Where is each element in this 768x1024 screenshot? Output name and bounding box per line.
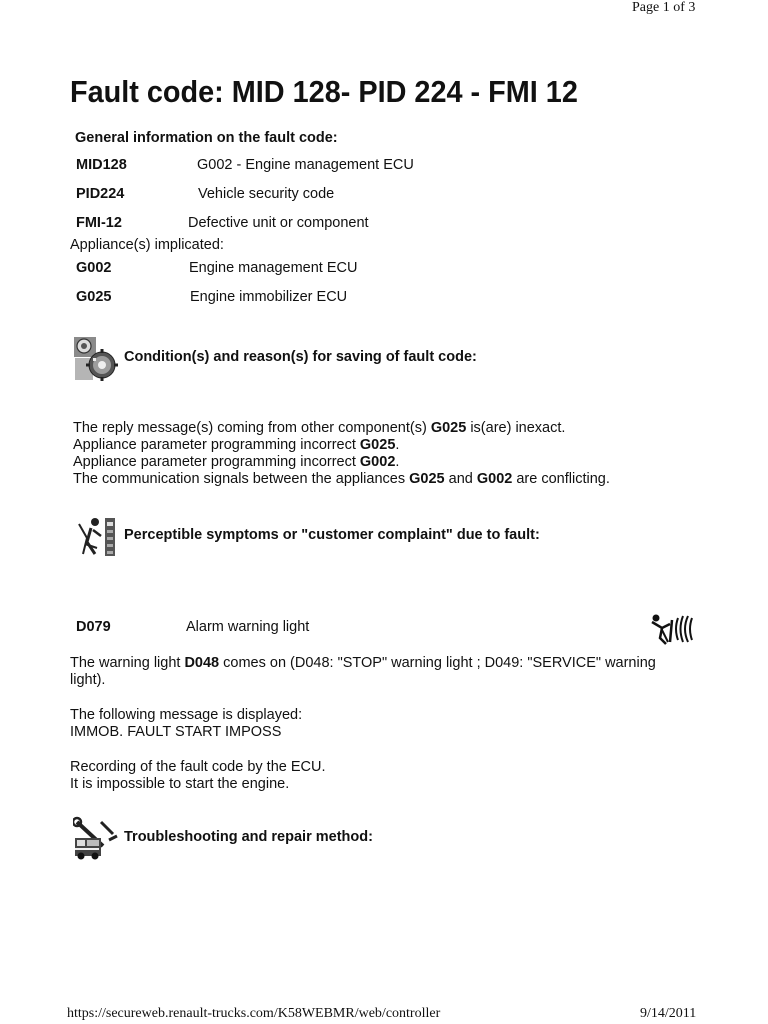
appliance-desc-g025: Engine immobilizer ECU bbox=[190, 289, 348, 305]
condition-line-1: The reply message(s) coming from other component(s) G025 is(are) inexact. bbox=[73, 420, 566, 436]
appliance-desc-g002: Engine management ECU bbox=[189, 260, 358, 276]
recording-line-1: Recording of the fault code by the ECU. bbox=[70, 759, 326, 775]
symptoms-heading: Perceptible symptoms or "customer complaint" due to fault: bbox=[124, 527, 540, 543]
troubleshooting-heading: Troubleshooting and repair method: bbox=[124, 829, 373, 845]
symptom-code: D079 bbox=[76, 619, 111, 635]
conditions-heading: Condition(s) and reason(s) for saving of fault code: bbox=[124, 349, 477, 365]
condition-line-3: Appliance parameter programming incorrect G002. bbox=[73, 454, 400, 470]
condition-line-2: Appliance parameter programming incorrect G025. bbox=[73, 437, 400, 453]
code-label-fmi: FMI-12 bbox=[76, 215, 122, 231]
warning-line-1: The warning light D048 comes on (D048: "STOP" warning light ; D049: "SERVICE" warning bbox=[70, 655, 656, 671]
driver-complaint-icon bbox=[73, 514, 117, 558]
symptom-desc: Alarm warning light bbox=[186, 619, 310, 635]
page-number: Page 1 of 3 bbox=[632, 0, 696, 15]
alarm-warning-icon bbox=[648, 612, 694, 646]
footer-url: https://secureweb.renault-trucks.com/K58WEBMR/web/controller bbox=[67, 1006, 441, 1021]
warning-line-2: light). bbox=[70, 672, 106, 688]
appliance-code-g002: G002 bbox=[76, 260, 112, 276]
page-title: Fault code: MID 128- PID 224 - FMI 12 bbox=[70, 74, 578, 109]
code-label-mid: MID128 bbox=[76, 157, 127, 173]
code-desc-pid: Vehicle security code bbox=[198, 186, 335, 202]
wrench-truck-icon bbox=[73, 816, 119, 860]
footer-date: 9/14/2011 bbox=[640, 1006, 697, 1021]
appliance-code-g025: G025 bbox=[76, 289, 112, 305]
message-text: IMMOB. FAULT START IMPOSS bbox=[70, 724, 282, 740]
recording-line-2: It is impossible to start the engine. bbox=[70, 776, 290, 792]
message-label: The following message is displayed: bbox=[70, 707, 303, 723]
condition-line-4: The communication signals between the appliances G025 and G002 are conflicting. bbox=[73, 471, 610, 487]
code-desc-fmi: Defective unit or component bbox=[188, 215, 369, 231]
general-info-heading: General information on the fault code: bbox=[75, 130, 338, 146]
appliances-label: Appliance(s) implicated: bbox=[70, 237, 224, 253]
code-label-pid: PID224 bbox=[76, 186, 125, 202]
gears-icon bbox=[73, 336, 119, 382]
code-desc-mid: G002 - Engine management ECU bbox=[197, 157, 414, 173]
